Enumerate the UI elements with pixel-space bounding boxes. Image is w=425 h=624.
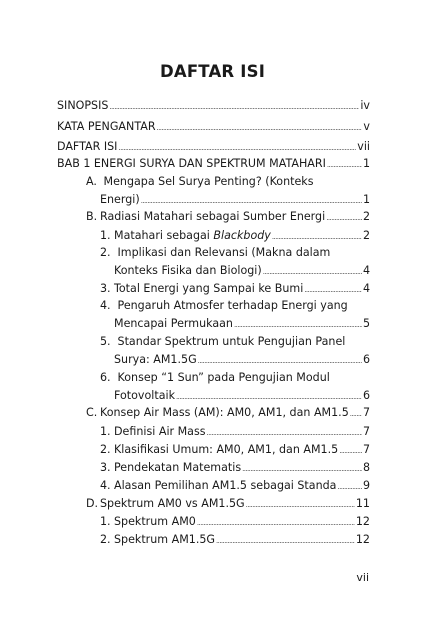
- toc-entry-label: [100, 229, 271, 243]
- toc-entry-label: Implikasi dan Relevansi (Makna dalam: [117, 246, 331, 259]
- toc-entry-label: [86, 406, 349, 420]
- toc-entry-label: KATA PENGANTAR: [57, 120, 156, 133]
- toc-entry-b2-line2[interactable]: [114, 264, 370, 279]
- toc-entry-b4-line2[interactable]: [114, 317, 370, 332]
- toc-entry-kata-pengantar[interactable]: [57, 120, 370, 135]
- toc-entry-label: [100, 461, 241, 475]
- toc-entry-daftar-isi[interactable]: [57, 140, 370, 155]
- toc-entry-label: [100, 515, 196, 529]
- toc-entry-text: Definisi Air Mass: [114, 425, 206, 438]
- toc-entry-italic: Blackbody: [213, 229, 271, 242]
- toc-marker: 4.: [100, 479, 111, 492]
- dot-leader: [198, 354, 362, 368]
- toc-entry-text: Total Energi yang Sampai ke Bumi: [114, 282, 304, 295]
- toc-entry-text: Klasifikasi Umum: AM0, AM1, dan AM1.5: [114, 443, 339, 456]
- toc-entry-label: Energi): [100, 193, 140, 206]
- toc-marker: 3.: [100, 461, 111, 474]
- toc-page-number: iv: [360, 99, 370, 112]
- dot-leader: [216, 534, 355, 548]
- toc-entry-sinopsis[interactable]: [57, 99, 370, 114]
- toc-entry-label: [100, 443, 338, 457]
- toc-entry-label: SINOPSIS: [57, 99, 109, 112]
- toc-entry-c3[interactable]: [100, 461, 370, 476]
- toc-entry-bab-1[interactable]: [57, 157, 370, 172]
- toc-entry-b2-line1[interactable]: [100, 246, 330, 260]
- toc-page-number: 11: [355, 497, 370, 510]
- toc-page-number: 12: [355, 533, 370, 546]
- footer-page-number: vii: [356, 571, 369, 584]
- toc-entry-b4-line1[interactable]: [100, 299, 348, 313]
- toc-entry-b5-line2[interactable]: [114, 353, 370, 368]
- dot-leader: [326, 211, 362, 225]
- toc-entry-b6-line1[interactable]: [100, 371, 330, 385]
- toc-entry-label: [86, 497, 245, 511]
- toc-marker: 2.: [100, 443, 111, 456]
- toc-page-number: 9: [362, 479, 370, 492]
- toc-entry-c1[interactable]: [100, 425, 370, 440]
- toc-page-number: 7: [362, 406, 370, 419]
- toc-marker: 1.: [100, 229, 111, 242]
- dot-leader: [339, 444, 362, 458]
- toc-entry-text: Spektrum AM1.5G: [114, 533, 216, 546]
- dot-leader: [350, 407, 362, 421]
- toc-entry-text: Spektrum AM0: [114, 515, 196, 528]
- toc-page-number: 7: [362, 425, 370, 438]
- toc-marker: A.: [86, 175, 97, 188]
- toc-entry-d1[interactable]: [100, 515, 370, 530]
- toc-marker: D.: [86, 497, 99, 510]
- toc-marker: 5.: [100, 335, 111, 348]
- dot-leader: [118, 141, 356, 155]
- toc-entry-d[interactable]: [86, 497, 370, 512]
- dot-leader: [157, 121, 363, 135]
- toc-entry-label: [100, 479, 336, 493]
- toc-marker: 2.: [100, 533, 111, 546]
- dot-leader: [234, 318, 362, 332]
- toc-entry-label: DAFTAR ISI: [57, 140, 118, 153]
- toc-entry-text: Alasan Pemilihan AM1.5 sebagai Standa: [114, 479, 337, 492]
- dot-leader: [246, 498, 355, 512]
- dot-leader: [109, 100, 359, 114]
- toc-entry-label: [100, 533, 215, 547]
- toc-entry-c4[interactable]: [100, 479, 370, 494]
- dot-leader: [207, 426, 362, 440]
- toc-page-number: 6: [362, 353, 370, 366]
- toc-marker: 2.: [100, 246, 111, 259]
- toc-marker: 4.: [100, 299, 111, 312]
- toc-page-number: 4: [362, 264, 370, 277]
- toc-marker: 6.: [100, 371, 111, 384]
- toc-entry-c2[interactable]: [100, 443, 370, 458]
- dot-leader: [176, 390, 362, 404]
- toc-entry-d2[interactable]: [100, 533, 370, 548]
- toc-page-number: v: [363, 120, 370, 133]
- toc-page-number: 7: [362, 443, 370, 456]
- dot-leader: [197, 516, 355, 530]
- page-title: DAFTAR ISI: [159, 62, 266, 81]
- dot-leader: [263, 265, 362, 279]
- toc-entry-a-line1[interactable]: [86, 175, 313, 189]
- toc-page-number: 6: [362, 389, 370, 402]
- toc-entry-b5-line1[interactable]: [100, 335, 345, 349]
- toc-page-number: 4: [362, 282, 370, 295]
- toc-marker: 3.: [100, 282, 111, 295]
- toc-page-number: 1: [362, 157, 370, 170]
- toc-marker: C.: [86, 406, 98, 419]
- toc-entry-b3[interactable]: [100, 282, 370, 297]
- dot-leader: [141, 194, 362, 208]
- toc-entry-label: Mengapa Sel Surya Penting? (Konteks: [103, 175, 314, 188]
- toc-entry-text: Konsep Air Mass (AM): AM0, AM1, dan AM1.5: [100, 406, 349, 419]
- dot-leader: [337, 480, 361, 494]
- toc-entry-label: Konteks Fisika dan Biologi): [114, 264, 262, 277]
- toc-entry-label: Fotovoltaik: [114, 389, 175, 402]
- toc-page-number: 2: [362, 210, 370, 223]
- toc-page-number: vii: [357, 140, 370, 153]
- dot-leader: [304, 283, 362, 297]
- toc-entry-label: [100, 282, 303, 296]
- toc-marker: B.: [86, 210, 98, 223]
- toc-entry-label: Pengaruh Atmosfer terhadap Energi yang: [117, 299, 348, 312]
- toc-page-number: 8: [362, 461, 370, 474]
- toc-page-number: 2: [362, 229, 370, 242]
- toc-entry-text: Spektrum AM0 vs AM1.5G: [100, 497, 245, 510]
- toc-page-number: 5: [362, 317, 370, 330]
- toc-page-number: 1: [362, 193, 370, 206]
- toc-entry-b[interactable]: [86, 210, 370, 225]
- toc-entry-text: Pendekatan Matematis: [114, 461, 242, 474]
- toc-entry-b1[interactable]: [100, 229, 370, 244]
- toc-marker: 1.: [100, 515, 111, 528]
- toc-entry-a-line2[interactable]: [100, 193, 370, 208]
- toc-entry-c[interactable]: [86, 406, 370, 421]
- toc-marker: 1.: [100, 425, 111, 438]
- dot-leader: [327, 158, 362, 172]
- toc-entry-label: Mencapai Permukaan: [114, 317, 233, 330]
- toc-page-number: 12: [355, 515, 370, 528]
- toc-entry-text: Radiasi Matahari sebagai Sumber Energi: [100, 210, 326, 223]
- toc-entry-label: [100, 425, 206, 439]
- dot-leader: [242, 462, 362, 476]
- toc-entry-text: Matahari sebagai: [114, 229, 214, 242]
- toc-entry-label: [86, 210, 325, 224]
- toc-entry-b6-line2[interactable]: [114, 389, 370, 404]
- toc-entry-label: BAB 1 ENERGI SURYA DAN SPEKTRUM MATAHARI: [57, 157, 326, 170]
- dot-leader: [272, 230, 362, 244]
- toc-entry-label: Konsep “1 Sun” pada Pengujian Modul: [117, 371, 330, 384]
- toc-entry-label: Standar Spektrum untuk Pengujian Panel: [117, 335, 346, 348]
- toc-entry-label: Surya: AM1.5G: [114, 353, 197, 366]
